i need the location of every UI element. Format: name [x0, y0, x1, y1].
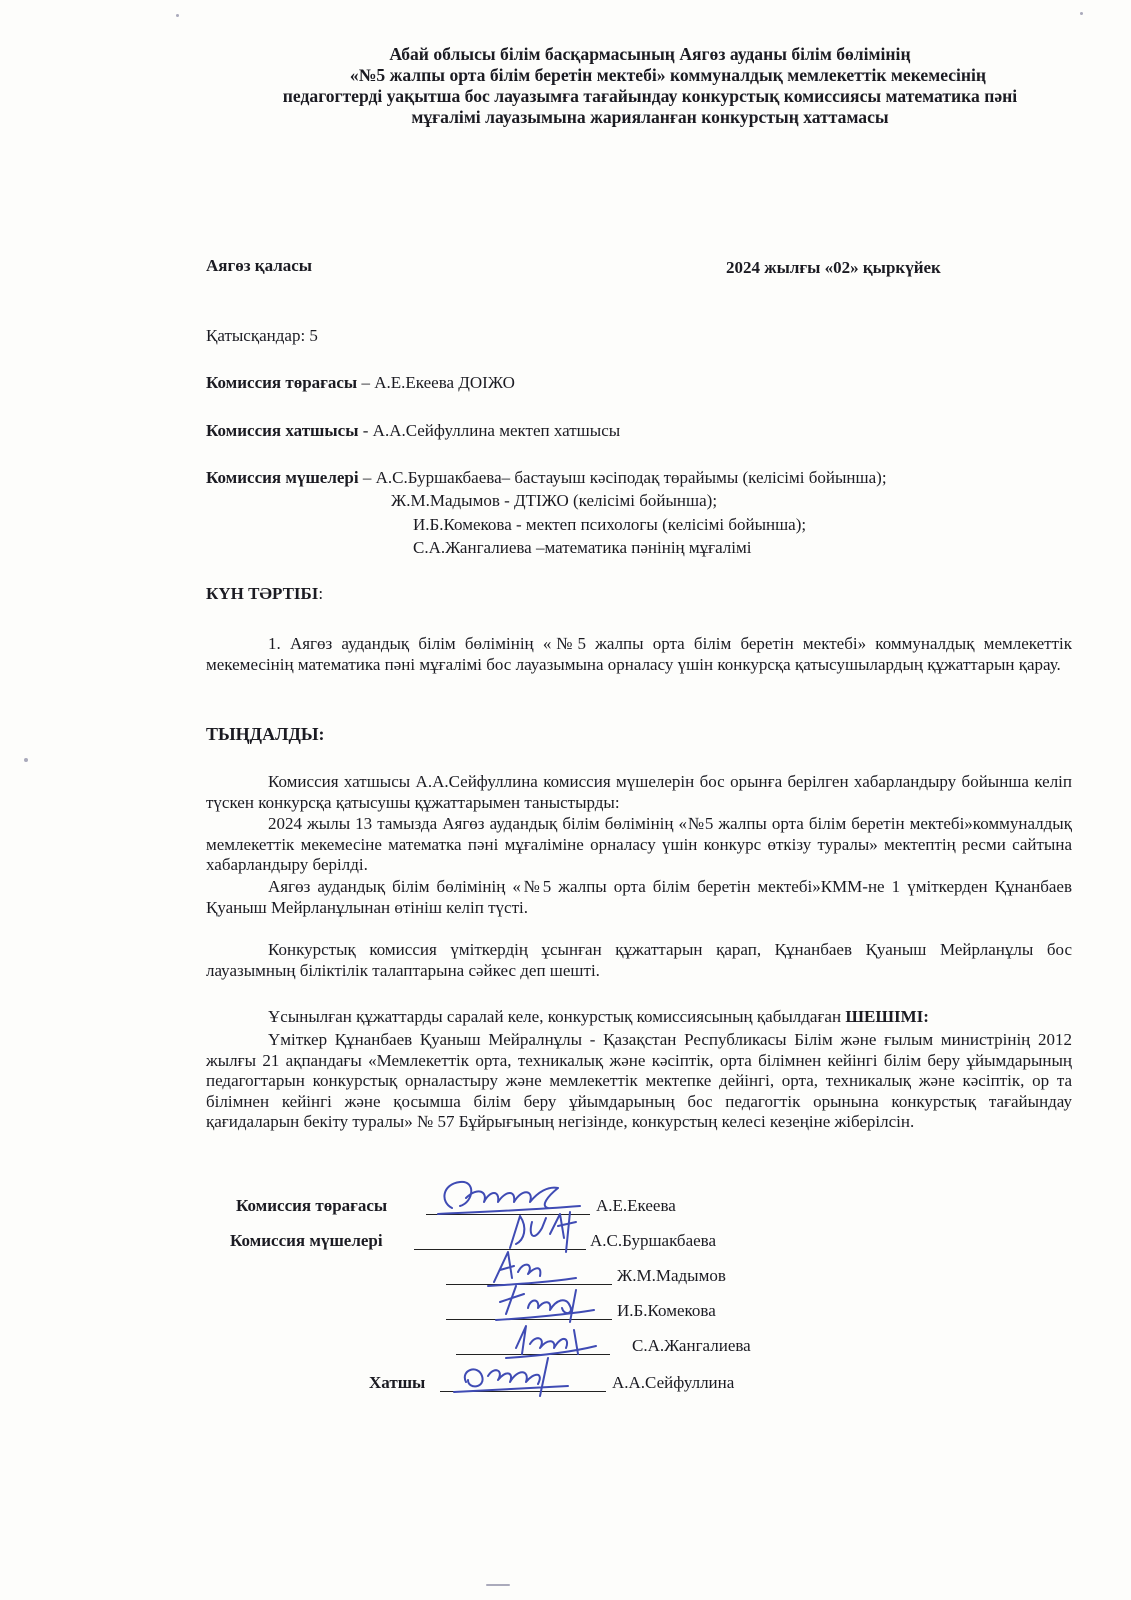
document-title	[180, 44, 1120, 128]
members-line-1	[206, 468, 887, 488]
date: 2024 жылғы «02» қыркүйек	[726, 258, 941, 277]
member-item-3: И.Б.Комекова - мектеп психологы (келісімі бойынша);	[413, 515, 807, 534]
heard-paragraph-3: Аягөз аудандық білім бөлімінің «№5 жалпы орта білім беретін мектебі»КММ-не 1 үміткерден Құнанбаев Қуаныш Мейрланұлынан өтініш келіп түсті.	[206, 877, 1072, 917]
agenda-heading: КҮН ТӘРТІБІ:	[206, 584, 324, 603]
sign-name-1: А.Е.Екеева	[596, 1196, 676, 1215]
secretary-signature-icon	[448, 1352, 578, 1400]
member-item-1: – А.С.Буршакбаева– бастауыш кәсіподақ төрайымы (келісімі бойынша);	[362, 468, 887, 487]
scan-speck	[176, 14, 179, 17]
member-item-4: С.А.Жангалиева –математика пәнінің мұғалімі	[413, 538, 752, 557]
decision-text: Үміткер Құнанбаев Қуаныш Мейралнұлы - Қазақстан Республикасы Білім және ғылым министрінің 2012 жылғы 21 ақпандағы «Мемлекеттік орта, техникалық және кәсіптік, орта білімнен кейінгі білім беру ұйымдарының педагогтарын конкурстық орналастыру және мемлекеттік мектепке дейінгі, орта, техникалық және кәсіптік, ор та білімнен кейінгі және қосымша білім беру ұйымдарының бос педагогтік орынына конкурстық тағайындау қағидаларын бекіту туралы» № 57 Бұйрығының негізінде, конкурстың келесі кезеңіне жіберілсін.	[206, 1030, 1072, 1131]
heard-paragraph-4: Конкурстық комиссия үміткердің ұсынған құжаттарын қарап, Құнанбаев Қуаныш Мейрланұлы бос лауазымның біліктілік талаптарына сәйкес деп шешті.	[206, 940, 1072, 980]
sign-members-label: Комиссия мүшелері	[230, 1231, 383, 1250]
place: Аягөз қаласы	[206, 256, 313, 275]
sign-name-6: А.А.Сейфуллина	[612, 1373, 735, 1392]
heard-heading: ТЫҢДАЛДЫ:	[206, 724, 325, 744]
chair-line	[206, 373, 515, 393]
chair-label: Комиссия төрағасы	[206, 373, 358, 392]
chair-value: – А.Е.Екеева ДОІЖО	[357, 373, 515, 392]
participants: Қатысқандар: 5	[206, 326, 318, 345]
sign-chair-label: Комиссия төрағасы	[236, 1196, 388, 1215]
scan-speck	[1080, 12, 1083, 15]
title-line-3: педагогтерді уақытша бос лауазымға тағайындау конкурстық комиссиясы математика пәні	[282, 86, 1018, 106]
secretary-line	[206, 421, 620, 441]
scan-speck	[486, 1584, 510, 1586]
decision-intro: Ұсынылған құжаттарды саралай келе, конкурстық комиссиясының қабылдаған ШЕШІМІ:	[268, 1007, 929, 1026]
secretary-value: - А.А.Сейфуллина мектеп хатшысы	[358, 421, 621, 440]
sign-name-3: Ж.М.Мадымов	[617, 1266, 726, 1285]
members-label: Комиссия мүшелері	[206, 468, 359, 487]
heard-paragraph-2: 2024 жылы 13 тамызда Аягөз аудандық білім бөлімінің «№5 жалпы орта білім беретін мектебі»коммуналдық мемлекеттік мекемесіне математка пәні мұғаліміне орналасу үшін конкурс өткізу туралы» мектептің ресми сайтына хабарландыру берілді.	[206, 814, 1072, 874]
member-item-2: Ж.М.Мадымов - ДТІЖО (келісімі бойынша);	[391, 491, 718, 510]
agenda-item: 1. Аягөз аудандық білім бөлімінің «№5 жалпы орта білім беретін мектебі» коммуналдық мемлекеттік мекемесінің математика пәні мұғалімі бос лауазымына орналасу үшін конкурсқа қатысушылардың құжаттарын қарау.	[206, 634, 1072, 674]
title-line-2: «№5 жалпы орта білім беретін мектебі» коммуналдық мемлекеттік мекемесінің	[349, 65, 987, 85]
title-line-1: Абай облысы білім басқармасының Аягөз ауданы білім бөлімінің	[389, 44, 911, 64]
sign-secretary-label: Хатшы	[369, 1373, 426, 1392]
heard-paragraph-1: Комиссия хатшысы А.А.Сейфуллина комиссия мүшелерін бос орынға берілген хабарландыру бойынша келіп түскен конкурсқа қатысушы құжаттарымен таныстырды:	[206, 772, 1072, 812]
sign-name-4: И.Б.Комекова	[617, 1301, 716, 1320]
title-line-4: мұғалімі лауазымына жарияланған конкурстың хаттамасы	[411, 107, 889, 127]
secretary-label: Комиссия хатшысы	[206, 421, 359, 440]
sign-name-2: А.С.Буршакбаева	[590, 1231, 717, 1250]
scan-speck	[24, 758, 28, 762]
sign-name-5: С.А.Жангалиева	[632, 1336, 751, 1355]
